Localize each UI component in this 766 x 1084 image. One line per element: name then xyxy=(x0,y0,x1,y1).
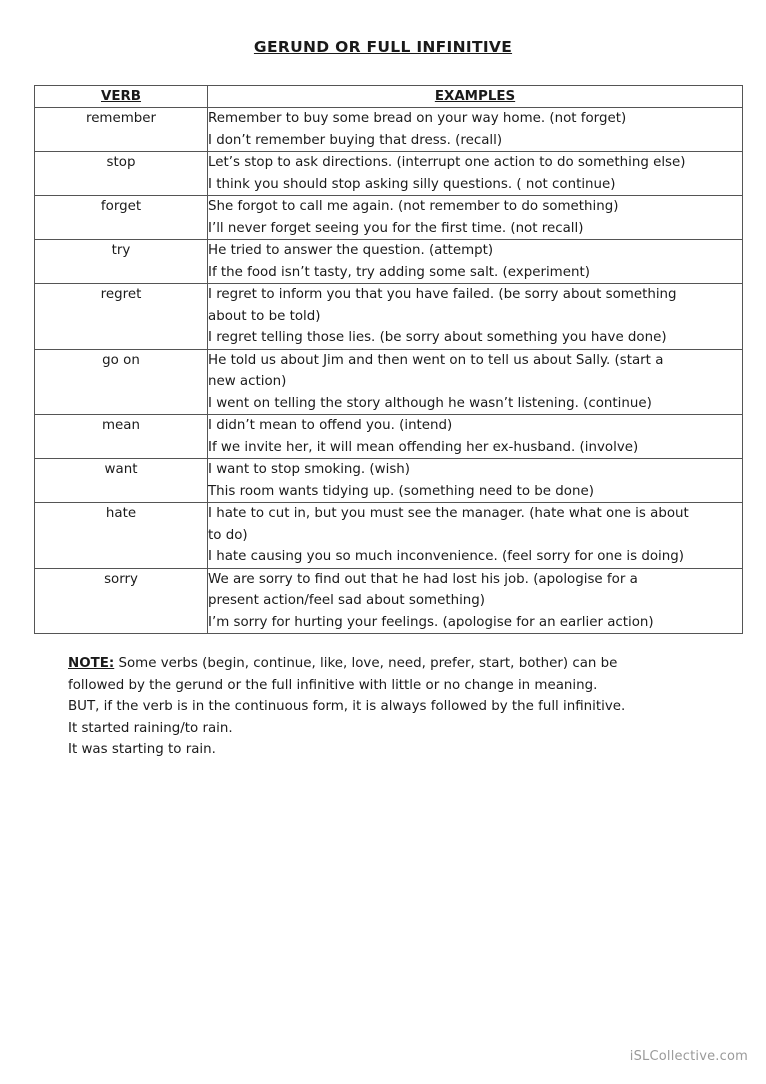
table-row xyxy=(35,459,743,503)
example-line: She forgot to call me again. (not remember to do something) xyxy=(208,199,619,214)
example-line: If the food isn’t tasty, try adding some salt. (experiment) xyxy=(208,264,590,280)
example-line: I think you should stop asking silly questions. ( not continue) xyxy=(208,176,616,192)
example-line: I’ll never forget seeing you for the first time. (not recall) xyxy=(208,220,584,236)
note-label: NOTE: xyxy=(68,656,115,671)
examples-cell xyxy=(208,568,743,634)
note-line: BUT, if the verb is in the continuous form, it is always followed by the full infinitive. xyxy=(68,699,626,715)
verb-cell: sorry xyxy=(35,568,208,634)
example-line: present action/feel sad about something) xyxy=(208,593,486,608)
verb-cell: remember xyxy=(35,108,208,152)
verb-cell: stop xyxy=(35,152,208,196)
note-line: It started raining/to rain. xyxy=(68,720,233,736)
examples-cell xyxy=(208,349,743,415)
page-title: GERUND OR FULL INFINITIVE xyxy=(253,38,513,56)
example-line: I went on telling the story although he wasn’t listening. (continue) xyxy=(208,395,652,411)
verb-cell: mean xyxy=(35,415,208,459)
examples-column-header: EXAMPLES xyxy=(208,86,743,108)
example-line: I regret to inform you that you have failed. (be sorry about something xyxy=(208,287,677,302)
verb-column-header: VERB xyxy=(35,86,208,108)
verb-cell: regret xyxy=(35,284,208,350)
note-line: It was starting to rain. xyxy=(68,742,216,758)
examples-cell xyxy=(208,240,743,284)
example-line: I’m sorry for hurting your feelings. (apologise for an earlier action) xyxy=(208,614,654,630)
table-row xyxy=(35,196,743,240)
examples-cell xyxy=(208,415,743,459)
table-row xyxy=(35,108,743,152)
example-line: about to be told) xyxy=(208,308,321,324)
examples-cell xyxy=(208,459,743,503)
example-line: He tried to answer the question. (attempt) xyxy=(208,243,494,258)
table-row xyxy=(35,152,743,196)
example-line: I hate causing you so much inconvenience. (feel sorry for one is doing) xyxy=(208,549,684,564)
example-line: I want to stop smoking. (wish) xyxy=(208,462,411,477)
note-block xyxy=(68,653,708,761)
table-row xyxy=(35,568,743,634)
table-row xyxy=(35,503,743,569)
example-line: We are sorry to find out that he had lost his job. (apologise for a xyxy=(208,571,638,587)
examples-cell xyxy=(208,108,743,152)
example-line: He told us about Jim and then went on to tell us about Sally. (start a xyxy=(208,352,664,368)
example-line: to do) xyxy=(208,527,248,543)
table-header-row xyxy=(35,86,743,108)
verb-examples-table xyxy=(34,85,743,634)
verb-cell: hate xyxy=(35,503,208,569)
table-row xyxy=(35,284,743,350)
example-line: I don’t remember buying that dress. (recall) xyxy=(208,132,503,148)
verb-cell: go on xyxy=(35,349,208,415)
note-first-line: NOTE: Some verbs (begin, continue, like, love, need, prefer, start, bother) can be xyxy=(68,656,618,671)
table-row xyxy=(35,349,743,415)
examples-cell xyxy=(208,503,743,569)
example-line: I hate to cut in, but you must see the manager. (hate what one is about xyxy=(208,506,689,521)
example-line: This room wants tidying up. (something need to be done) xyxy=(208,483,594,499)
example-line: I didn’t mean to offend you. (intend) xyxy=(208,418,453,433)
watermark: iSLCollective.com xyxy=(629,1049,748,1064)
verb-cell: want xyxy=(35,459,208,503)
example-line: new action) xyxy=(208,374,287,389)
verb-cell: try xyxy=(35,240,208,284)
examples-cell xyxy=(208,196,743,240)
verb-cell: forget xyxy=(35,196,208,240)
example-line: Remember to buy some bread on your way home. (not forget) xyxy=(208,111,627,126)
examples-cell xyxy=(208,284,743,350)
example-line: Let’s stop to ask directions. (interrupt one action to do something else) xyxy=(208,155,686,170)
example-line: If we invite her, it will mean offending her ex-husband. (involve) xyxy=(208,439,639,455)
examples-cell xyxy=(208,152,743,196)
note-line: followed by the gerund or the full infinitive with little or no change in meaning. xyxy=(68,677,598,693)
table-row xyxy=(35,415,743,459)
example-line: I regret telling those lies. (be sorry about something you have done) xyxy=(208,330,667,345)
table-row xyxy=(35,240,743,284)
